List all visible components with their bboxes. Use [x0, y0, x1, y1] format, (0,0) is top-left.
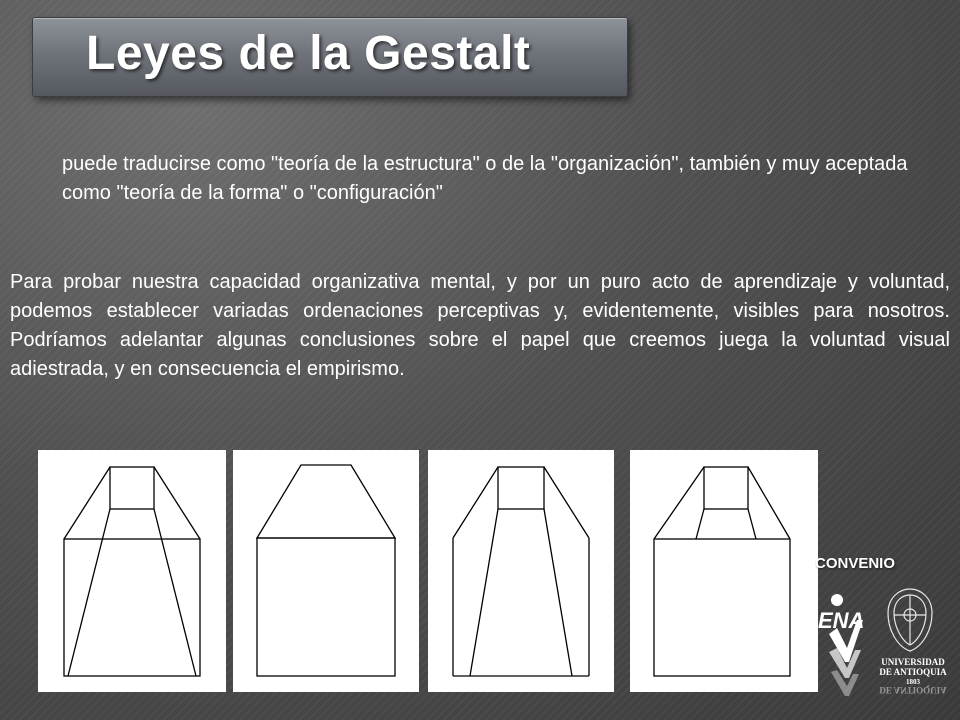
udea-reflection-line2: DE ANTIOQUIA: [879, 685, 947, 695]
udea-line1: UNIVERSIDAD: [881, 657, 945, 667]
convenio-label: CONVENIO: [815, 555, 896, 572]
udea-line2: DE ANTIOQUIA: [879, 667, 947, 677]
figure-1-drawing: [38, 450, 226, 692]
figure-4: [630, 450, 818, 692]
udea-seal-icon: [880, 585, 940, 655]
figure-1: [38, 450, 226, 692]
figure-4-drawing: [630, 450, 818, 692]
udea-name: [872, 657, 954, 687]
figure-2: [233, 450, 419, 692]
body-paragraph: Para probar nuestra capacidad organizativa mental, y por un puro acto de aprendizaje y voluntad, podemos establecer variadas ordenaciones perceptivas y, evidentemente, visibles para nosotros. Podríamos adelantar algunas conclusiones sobre el papel que creemos juega la voluntad visual adiestrada, y en consecuencia el empirismo.: [10, 271, 950, 380]
figure-3-drawing: [428, 450, 614, 692]
sena-label: ENA: [818, 608, 865, 633]
intro-text: puede traducirse como "teoría de la estructura" o de la "organización", también y muy aceptada como "teoría de la forma" o "configuración": [62, 153, 908, 204]
udea-year: 1803: [906, 678, 920, 686]
slide-title: Leyes de la Gestalt: [86, 27, 531, 80]
udea-reflection: [872, 685, 954, 695]
figure-2-drawing: [233, 450, 419, 692]
figure-3: [428, 450, 614, 692]
